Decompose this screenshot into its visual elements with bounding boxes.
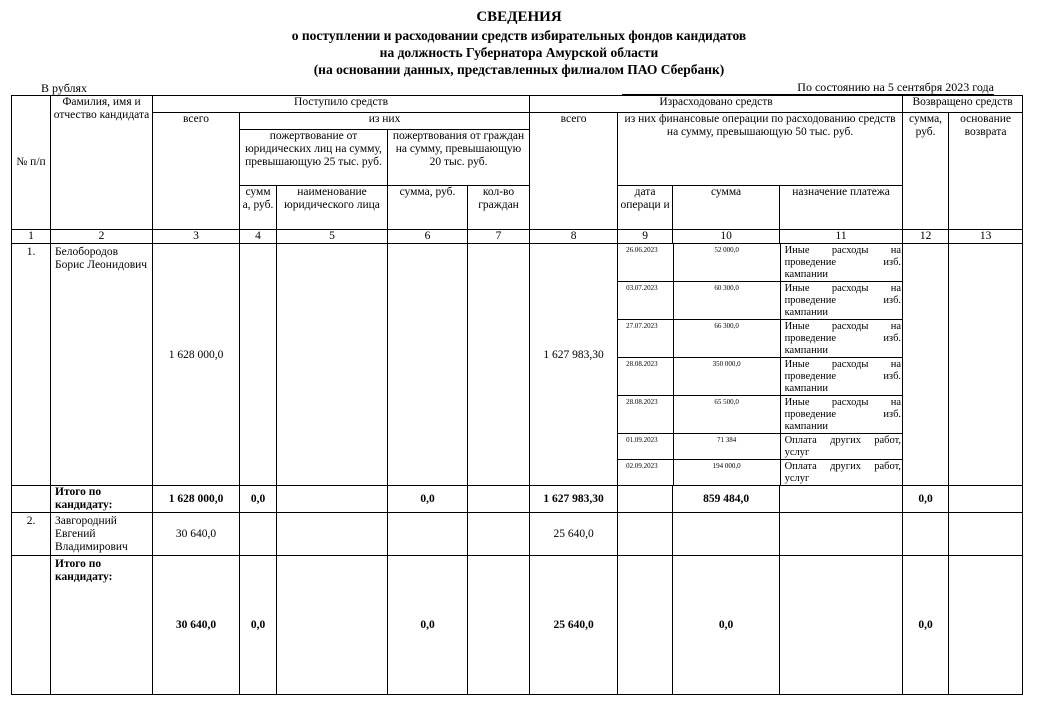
candidate-row — [12, 244, 1023, 486]
operation-row — [618, 282, 903, 320]
total-returned: 0,0 — [903, 556, 949, 695]
operation-amount: 350 000,0 — [673, 358, 780, 396]
empty-cell — [949, 244, 1023, 486]
total-spent: 1 627 983,30 — [530, 486, 618, 513]
candidate-row — [12, 513, 1023, 556]
header-citizen-sum: сумма, руб. — [388, 186, 468, 230]
col-number: 13 — [949, 230, 1023, 244]
header-fin-ops: из них финансовые операции по расходованию средств на сумму, превышающую 50 тыс. руб. — [618, 113, 903, 186]
spent-total: 1 627 983,30 — [530, 244, 618, 486]
operation-purpose: Оплата других работ, услуг — [784, 461, 902, 484]
empty-cell — [277, 513, 388, 556]
candidate-number: 1. — [12, 244, 51, 486]
received-total: 1 628 000,0 — [153, 244, 240, 486]
empty-cell — [12, 486, 51, 513]
received-total: 30 640,0 — [153, 513, 240, 556]
operation-date: 01.09.2023 — [618, 434, 673, 460]
as-of-date: По состоянию на 5 сентября 2023 года — [622, 81, 994, 95]
header-op-purpose: назначение платежа — [780, 186, 903, 230]
operation-date: 02.09.2023 — [618, 460, 673, 486]
units-label: В рублях — [41, 81, 88, 95]
operation-row — [618, 358, 903, 396]
empty-cell — [240, 244, 277, 486]
operation-date: 28.08.2023 — [618, 396, 673, 434]
empty-cell — [277, 556, 388, 695]
empty-cell — [618, 556, 673, 695]
total-citizens: 0,0 — [388, 556, 468, 695]
total-label: Итого по кандидату: — [51, 486, 153, 513]
empty-cell — [277, 486, 388, 513]
empty-cell — [388, 244, 468, 486]
operation-row — [618, 320, 903, 358]
document-subtitle-line-2: на должность Губернатора Амурской области — [379, 45, 659, 60]
empty-cell — [277, 244, 388, 486]
col-number: 8 — [530, 230, 618, 244]
col-number: 1 — [12, 230, 51, 244]
empty-cell — [780, 556, 903, 695]
empty-cell — [618, 513, 673, 556]
col-number: 5 — [277, 230, 388, 244]
candidate-name: Завгородний Евгений Владимирович — [51, 513, 153, 556]
header-received-total: всего — [153, 113, 240, 230]
header-no: № п/п — [12, 96, 51, 230]
document-subtitle-line-3: (на основании данных, представленных филиалом ПАО Сбербанк) — [313, 62, 725, 77]
operation-amount: 194 000,0 — [673, 460, 780, 486]
total-received: 1 628 000,0 — [153, 486, 240, 513]
operation-purpose: Иные расходы на проведение изб. кампании — [780, 320, 903, 358]
total-legal: 0,0 — [240, 556, 277, 695]
col-number: 2 — [51, 230, 153, 244]
empty-cell — [388, 513, 468, 556]
header-of-them: из них — [240, 113, 530, 130]
header-return-reason: основание возврата — [949, 113, 1023, 230]
empty-cell — [468, 244, 530, 486]
header-legal-name: наименование юридического лица — [277, 186, 388, 230]
total-spent: 25 640,0 — [530, 556, 618, 695]
col-number: 4 — [240, 230, 277, 244]
empty-cell — [673, 513, 780, 556]
empty-cell — [240, 513, 277, 556]
operation-date: 26.06.2023 — [618, 244, 673, 282]
header-legal-donations: пожертвование от юридических лиц на сумму, превышающую 25 тыс. руб. — [240, 130, 388, 186]
operation-row — [618, 434, 903, 460]
operation-purpose: Иные расходы на проведение изб. кампании — [780, 396, 903, 434]
document-title: СВЕДЕНИЯ — [476, 9, 562, 25]
col-number: 7 — [468, 230, 530, 244]
total-ops-sum: 0,0 — [673, 556, 780, 695]
operation-amount: 71 384 — [673, 434, 780, 460]
col-number: 12 — [903, 230, 949, 244]
operation-row — [618, 396, 903, 434]
empty-cell — [949, 556, 1023, 695]
total-returned: 0,0 — [903, 486, 949, 513]
candidate-name: Белобородов Борис Леонидович — [51, 244, 153, 486]
total-received: 30 640,0 — [153, 556, 240, 695]
col-number: 3 — [153, 230, 240, 244]
operation-purpose: Иные расходы на проведение изб. кампании — [780, 282, 903, 320]
operation-purpose: Оплата других работ, услуг — [780, 434, 903, 460]
operation-amount: 65 500,0 — [673, 396, 780, 434]
empty-cell — [468, 556, 530, 695]
operation-row — [618, 244, 903, 282]
operations-cell — [618, 244, 903, 486]
empty-cell — [949, 486, 1023, 513]
col-number: 6 — [388, 230, 468, 244]
col-number: 10 — [673, 230, 780, 244]
column-numbers-row — [12, 230, 1023, 244]
col-number: 9 — [618, 230, 673, 244]
operation-amount: 60 300,0 — [673, 282, 780, 320]
header-returned-sum: сумма, руб. — [903, 113, 949, 230]
operation-date: 28.08.2023 — [618, 358, 673, 396]
empty-cell — [903, 244, 949, 486]
document-subtitle-line-1: о поступлении и расходовании средств избирательных фондов кандидатов — [291, 28, 747, 43]
candidate-total-row — [12, 486, 1023, 513]
header-op-date: дата операци и — [618, 186, 673, 230]
header-legal-sum: сумм а, руб. — [240, 186, 277, 230]
empty-cell — [12, 556, 51, 695]
total-legal: 0,0 — [240, 486, 277, 513]
header-received: Поступило средств — [153, 96, 530, 113]
empty-cell — [949, 513, 1023, 556]
candidate-number: 2. — [12, 513, 51, 556]
empty-cell — [618, 486, 673, 513]
header-spent-total: всего — [530, 113, 618, 230]
empty-cell — [903, 513, 949, 556]
empty-cell — [780, 486, 903, 513]
operation-purpose: Иные расходы на проведение изб. кампании — [780, 358, 903, 396]
spent-total: 25 640,0 — [530, 513, 618, 556]
header-op-sum: сумма — [673, 186, 780, 230]
operations-table — [618, 244, 903, 485]
header-spent: Израсходовано средств — [530, 96, 903, 113]
total-citizens: 0,0 — [388, 486, 468, 513]
total-label: Итого по кандидату: — [51, 556, 153, 695]
empty-cell — [468, 486, 530, 513]
operation-amount: 66 300,0 — [673, 320, 780, 358]
candidate-total-row — [12, 556, 1023, 695]
header-citizen-count: кол-во граждан — [468, 186, 530, 230]
operation-amount: 52 000,0 — [673, 244, 780, 282]
empty-cell — [780, 513, 903, 556]
total-ops-sum: 859 484,0 — [673, 486, 780, 513]
operation-purpose: Иные расходы на проведение изб. кампании — [780, 244, 903, 282]
funds-table — [11, 95, 1023, 695]
col-number: 11 — [780, 230, 903, 244]
header-returned: Возвращено средств — [903, 96, 1023, 113]
operation-row — [618, 460, 903, 486]
empty-cell — [468, 513, 530, 556]
header-citizen-donations: пожертвования от граждан на сумму, превышающую 20 тыс. руб. — [388, 130, 530, 186]
operation-date: 03.07.2023 — [618, 282, 673, 320]
header-name: Фамилия, имя и отчество кандидата — [51, 96, 153, 230]
operation-date: 27.07.2023 — [618, 320, 673, 358]
